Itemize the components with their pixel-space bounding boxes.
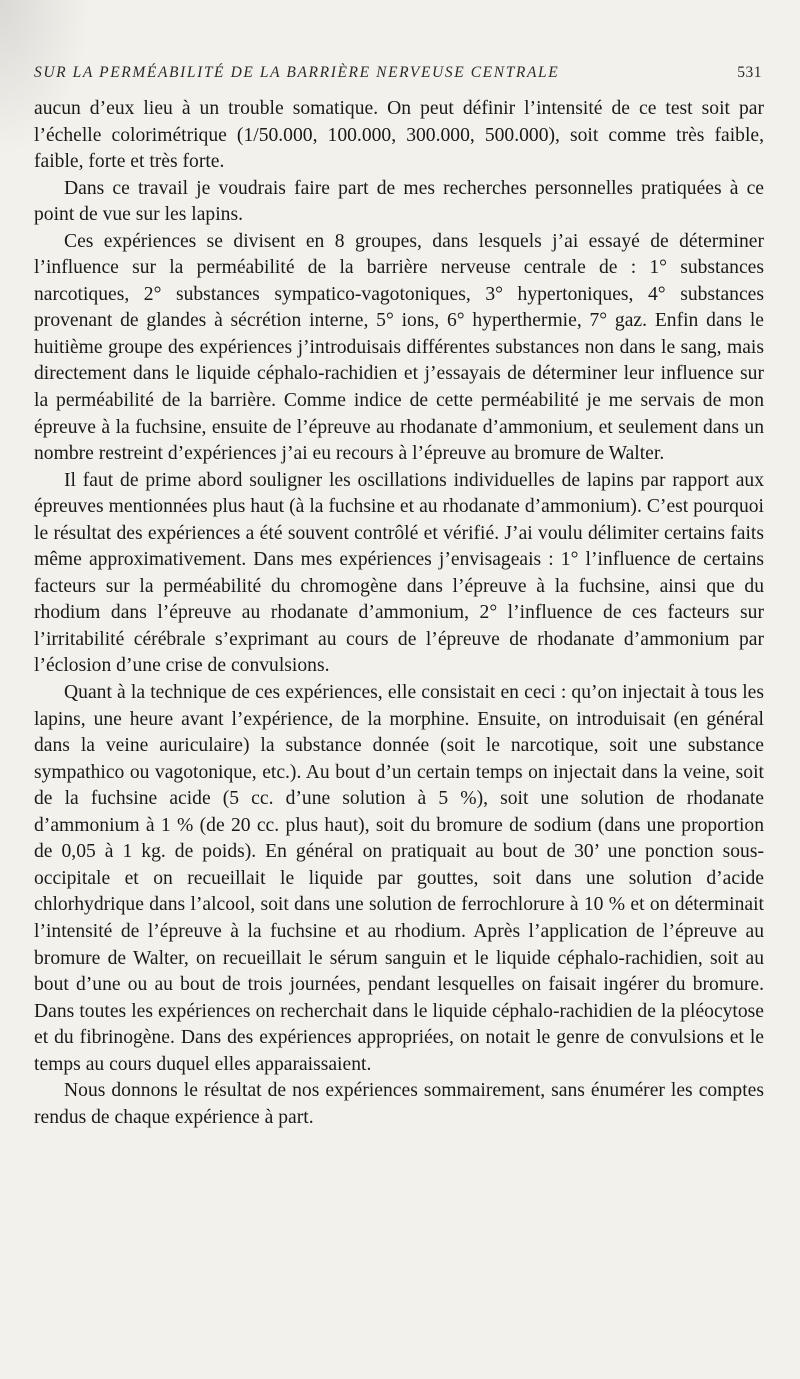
paragraph: aucun d’eux lieu à un trouble somatique. On peut définir l’intensité de ce test soit par l’échelle colorimétrique (1/50.000, 100.000, 300.000, 500.000), soit comme très faible, faible, forte et très forte. xyxy=(34,98,764,173)
running-head xyxy=(34,64,764,82)
running-head-title: SUR LA PERMÉABILITÉ DE LA BARRIÈRE NERVEUSE CENTRALE xyxy=(34,64,560,81)
paragraph: Nous donnons le résultat de nos expériences sommairement, sans énumérer les comptes rendus de chaque expérience à part. xyxy=(34,1080,764,1128)
paragraph: Dans ce travail je voudrais faire part de mes recherches personnelles pratiquées à ce point de vue sur les lapins. xyxy=(34,177,764,226)
body-text xyxy=(34,96,764,1131)
paragraph: Ces expériences se divisent en 8 groupes, dans lesquels j’ai essayé de déterminer l’influence sur la perméabilité de la barrière nerveuse centrale de : 1° substances narcotiques, 2° substances sympatico-vagotoniques, 3° hypertoniques, 4° substances provenant de glandes à sécrétion interne, 5° ions, 6° hyperthermie, 7° gaz. Enfin dans le huitième groupe des expériences j’introduisais différentes substances non dans le sang, mais directement dans le liquide céphalo-rachidien et j’essayais de déterminer leur influence sur la perméabilité de la barrière. Comme indice de cette perméabilité je me servais de mon épreuve à la fuchsine, ensuite de l’épreuve au rhodanate d’ammonium, et seulement dans un nombre restreint d’expériences j’ai eu recours à l’épreuve au bromure de Walter. xyxy=(34,230,764,465)
paragraph: Quant à la technique de ces expériences, elle consistait en ceci : qu’on injectait à tous les lapins, une heure avant l’expérience, de la morphine. Ensuite, on introduisait (en général dans la veine auriculaire) la substance donnée (soit le narcotique, soit une substance sympathico ou vagotonique, etc.). Au bout d’un certain temps on injectait dans la veine, soit de la fuchsine acide (5 cc. d’une solution à 5 %), soit une solution de rhodanate d’ammonium à 1 % (de 20 cc. plus haut), soit du bromure de sodium (dans une proportion de 0,05 à 1 kg. de poids). En général on pratiquait au bout de 30’ une ponction sous-occipitale et on recueillait le liquide par gouttes, soit dans une solution d’acide chlorhydrique dans l’alcool, soit dans une solution de ferrochlorure à 10 % et on déterminait l’intensité de l’épreuve à la fuchsine et au rhodium. Après l’application de l’épreuve au bromure de Walter, on recueillait le sérum sanguin et le liquide céphalo-rachidien, soit au bout d’une ou au bout de trois journées, pendant lesquelles on faisait ingérer du bromure. Dans toutes les expériences on recherchait dans le liquide céphalo-rachidien de la pléocytose et du fibrinogène. Dans des expériences appropriées, on notait le genre de convulsions et le temps au cours duquel elles apparaissaient. xyxy=(34,682,764,1075)
paragraph: Il faut de prime abord souligner les oscillations individuelles de lapins par rapport aux épreuves mentionnées plus haut (à la fuchsine et au rhodanate d’ammonium). C’est pourquoi le résultat des expériences a été souvent contrôlé et vérifié. J’ai voulu délimiter certains faits même approximativement. Dans mes expériences j’envisageais : 1° l’influence de certains facteurs sur la perméabilité du chromogène dans l’épreuve à la fuchsine, ainsi que du rhodium dans l’épreuve au rhodanate d’ammonium, 2° l’influence de ces facteurs sur l’irritabilité cérébrale s’exprimant au cours de l’épreuve de rhodanate d’ammonium par l’éclosion d’une crise de convulsions. xyxy=(34,469,764,677)
page-number: 531 xyxy=(737,64,762,81)
